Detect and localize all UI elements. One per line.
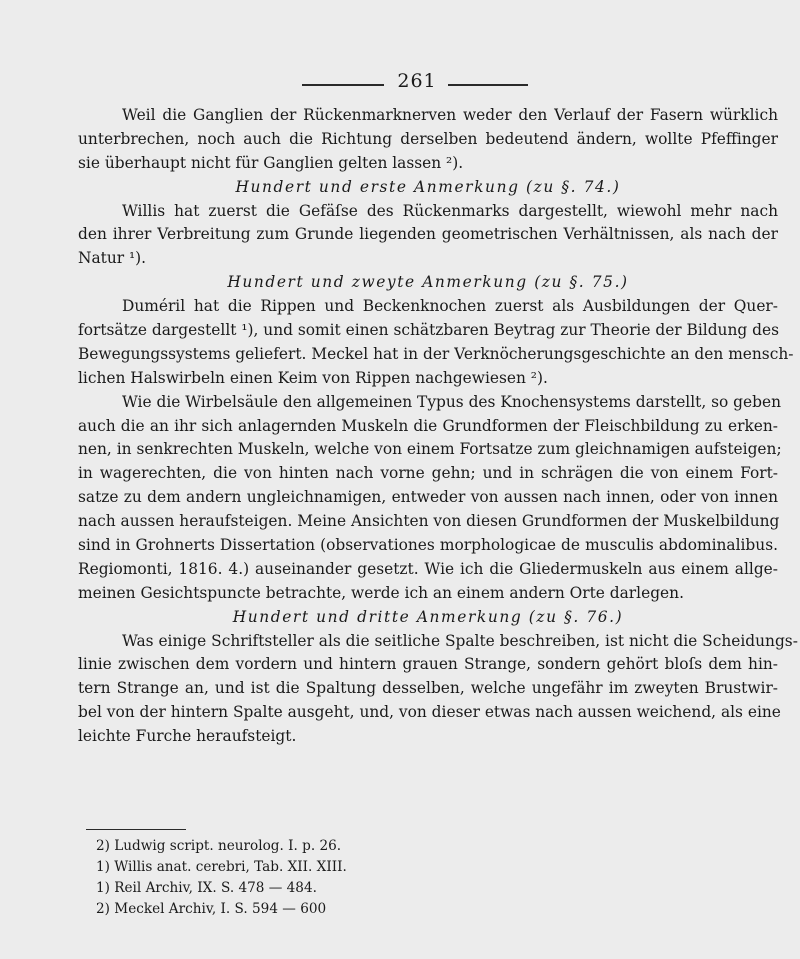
section-heading: Hundert und erste Anmerkung (zu §. 74.) — [235, 177, 621, 196]
page-header — [0, 70, 800, 100]
footnote: 1) Willis anat. cerebri, Tab. XII. XIII. — [96, 859, 347, 875]
text-line: fortsätze dargestellt ¹), und somit einen schätzbaren Beytrag zur Theorie der Bildung des — [78, 321, 779, 340]
text-line: satze zu dem andern ungleichnamigen, entweder von aussen nach innen, oder von innen — [78, 488, 778, 507]
footnotes — [96, 836, 496, 920]
text-line: Weil die Ganglien der Rückenmarknerven weder den Verlauf der Fasern würklich — [122, 106, 778, 124]
section-heading: Hundert und dritte Anmerkung (zu §. 76.) — [232, 607, 624, 626]
text-line: den ihrer Verbreitung zum Grunde liegenden geometrischen Verhältnissen, als nach der — [78, 225, 778, 244]
text-line: Wie die Wirbelsäule den allgemeinen Typus des Knochensystems darstellt, so geben — [122, 392, 782, 411]
text-line: tern Strange an, und ist die Spaltung desselben, welche ungefähr im zweyten Brustwir- — [78, 679, 778, 698]
text-line: auch die an ihr sich anlagernden Muskeln die Grundformen der Fleischbildung zu erken- — [78, 416, 778, 435]
header-rule-right — [448, 84, 528, 86]
text-line: lichen Halswirbeln einen Keim von Rippen nachgewiesen ²). — [78, 368, 548, 387]
page-number: 261 — [397, 70, 437, 92]
text-line: Duméril hat die Rippen und Beckenknochen zuerst als Ausbildungen der Quer- — [122, 297, 778, 316]
text-line: nach aussen heraufsteigen. Meine Ansichten von diesen Grundformen der Muskelbildung — [78, 512, 780, 531]
text-line: sie überhaupt nicht für Ganglien gelten lassen ²). — [78, 153, 464, 172]
text-line: sind in Grohnerts Dissertation (observationes morphologicae de musculis abdominalibus. — [78, 536, 778, 555]
footnote-separator — [86, 829, 186, 830]
page-body — [78, 104, 798, 749]
text-line: meinen Gesichtspuncte betrachte, werde ich an einem andern Orte darlegen. — [78, 583, 684, 602]
footnote: 2) Ludwig script. neurolog. I. p. 26. — [96, 838, 342, 854]
footnote: 2) Meckel Archiv, I. S. 594 — 600 — [96, 901, 327, 917]
text-line: Natur ¹). — [78, 249, 147, 268]
section-heading: Hundert und zweyte Anmerkung (zu §. 75.) — [227, 273, 629, 292]
text-line: bel von der hintern Spalte ausgeht, und, von dieser etwas nach aussen weichend, als eine — [78, 703, 781, 722]
text-line: in wagerechten, die von hinten nach vorne gehn; und in schrägen die von einem Fort- — [78, 464, 778, 483]
footnote: 1) Reil Archiv, IX. S. 478 — 484. — [96, 880, 317, 896]
text-line: Bewegungssystems geliefert. Meckel hat in der Verknöcherungsgeschichte an den mensch- — [78, 344, 794, 363]
text-line: linie zwischen dem vordern und hintern grauen Strange, sondern gehört bloſs dem hin- — [78, 655, 778, 674]
text-line: Was einige Schriftsteller als die seitliche Spalte beschreiben, ist nicht die Scheidungs- — [122, 631, 798, 650]
text-line: Willis hat zuerst die Gefäſse des Rückenmarks dargestellt, wiewohl mehr nach — [122, 201, 778, 220]
text-line: Regiomonti, 1816. 4.) auseinander gesetzt. Wie ich die Gliedermuskeln aus einem allge- — [78, 559, 778, 578]
text-line: unterbrechen, noch auch die Richtung derselben bedeutend ändern, wollte Pfeffinger — [78, 129, 778, 148]
text-line: nen, in senkrechten Muskeln, welche von einem Fortsatze zum gleichnamigen aufsteigen; — [78, 440, 782, 459]
text-line: leichte Furche heraufsteigt. — [78, 727, 297, 746]
header-rule-left — [302, 84, 384, 86]
